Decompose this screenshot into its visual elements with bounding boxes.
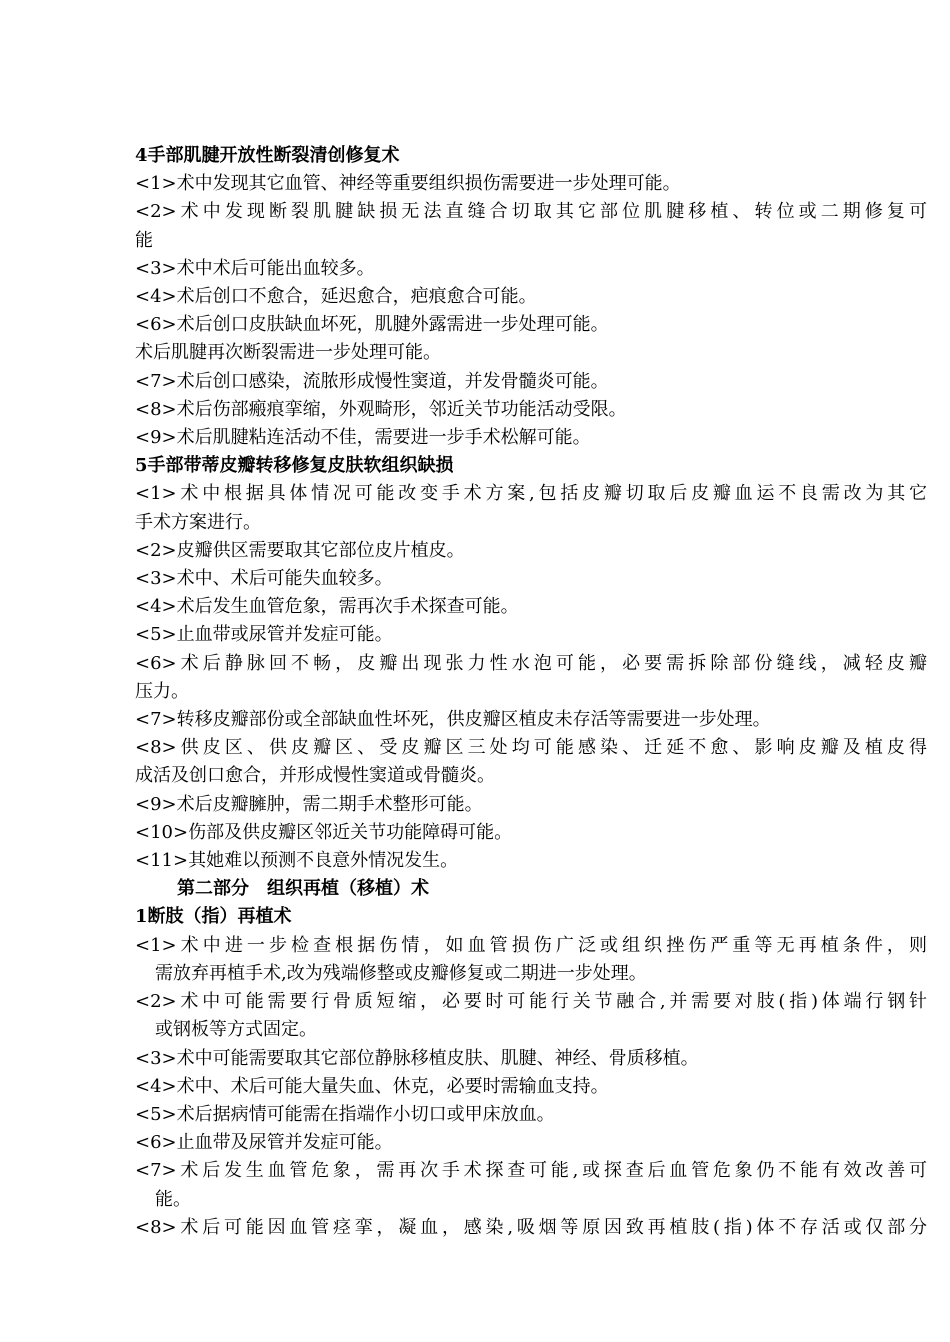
document-page	[135, 142, 927, 1242]
text-line: <4>术后创口不愈合，延迟愈合，疤痕愈合可能。	[135, 286, 537, 308]
text-line: <3>术中可能需要取其它部位静脉移植皮肤、肌腱、神经、骨质移植。	[135, 1047, 699, 1069]
text-line: <6>术后创口皮肤缺血坏死，肌腱外露需进一步处理可能。	[135, 314, 609, 336]
text-line: <7>术后发生血管危象，需再次手术探查可能,或探查后血管危象仍不能有效改善可	[135, 1160, 927, 1182]
text-line: 手术方案进行。	[135, 511, 261, 533]
text-line: <2>术中可能需要行骨质短缩，必要时可能行关节融合,并需要对肢(指)体端行钢针	[135, 991, 927, 1013]
text-line: <11>其她难以预测不良意外情况发生。	[135, 850, 459, 872]
text-line: <4>术中、术后可能大量失血、休克，必要时需输血支持。	[135, 1075, 609, 1097]
text-line: <3>术中术后可能出血较多。	[135, 257, 375, 279]
text-line: <3>术中、术后可能失血较多。	[135, 568, 393, 590]
text-line: 能	[135, 229, 153, 251]
section-heading: 1断肢（指）再植术	[135, 906, 292, 928]
text-line: <10>伤部及供皮瓣区邻近关节功能障碍可能。	[135, 821, 513, 843]
section-heading: 第二部分 组织再植（移植）术	[177, 878, 429, 900]
section-heading: 4手部肌腱开放性断裂清创修复术	[135, 145, 400, 166]
text-line: <8>供皮区、供皮瓣区、受皮瓣区三处均可能感染、迁延不愈、影响皮瓣及植皮得	[135, 737, 927, 759]
text-line: <9>术后皮瓣臃肿，需二期手术整形可能。	[135, 793, 483, 815]
text-line: <8>术后伤部瘢痕挛缩，外观畸形，邻近关节功能活动受限。	[135, 398, 627, 420]
text-line: <6>术后静脉回不畅，皮瓣出现张力性水泡可能，必要需拆除部份缝线，减轻皮瓣	[135, 652, 927, 674]
text-line: <7>转移皮瓣部份或全部缺血性坏死，供皮瓣区植皮未存活等需要进一步处理。	[135, 709, 771, 731]
text-line: <4>术后发生血管危象，需再次手术探查可能。	[135, 596, 519, 618]
text-line: 压力。	[135, 680, 189, 702]
text-line: 成活及创口愈合，并形成慢性窦道或骨髓炎。	[135, 765, 495, 787]
text-line: <9>术后肌腱粘连活动不佳，需要进一步手术松解可能。	[135, 427, 591, 449]
text-line: <1>术中发现其它血管、神经等重要组织损伤需要进一步处理可能。	[135, 173, 681, 195]
text-line: 需放弃再植手术,改为残端修整或皮瓣修复或二期进一步处理。	[155, 962, 647, 984]
text-line: <1>术中根据具体情况可能改变手术方案,包括皮瓣切取后皮瓣血运不良需改为其它	[135, 483, 927, 505]
text-line: <2>皮瓣供区需要取其它部位皮片植皮。	[135, 539, 465, 561]
text-line: 或钢板等方式固定。	[155, 1019, 317, 1041]
text-line: 能。	[155, 1188, 191, 1210]
text-line: <6>止血带及尿管并发症可能。	[135, 1132, 393, 1154]
section-heading: 5手部带蒂皮瓣转移修复皮肤软组织缺损	[135, 455, 454, 477]
text-line: <7>术后创口感染，流脓形成慢性窦道，并发骨髓炎可能。	[135, 370, 609, 392]
text-line: <2>术中发现断裂肌腱缺损无法直缝合切取其它部位肌腱移植、转位或二期修复可	[135, 201, 927, 223]
text-line: <8>术后可能因血管痉挛，凝血，感染,吸烟等原因致再植肢(指)体不存活或仅部分	[135, 1216, 927, 1238]
text-line: <5>止血带或尿管并发症可能。	[135, 624, 393, 646]
text-line: 术后肌腱再次断裂需进一步处理可能。	[135, 342, 441, 364]
text-line: <5>术后据病情可能需在指端作小切口或甲床放血。	[135, 1103, 555, 1125]
text-line: <1>术中进一步检查根据伤情，如血管损伤广泛或组织挫伤严重等无再植条件，则	[135, 934, 927, 956]
